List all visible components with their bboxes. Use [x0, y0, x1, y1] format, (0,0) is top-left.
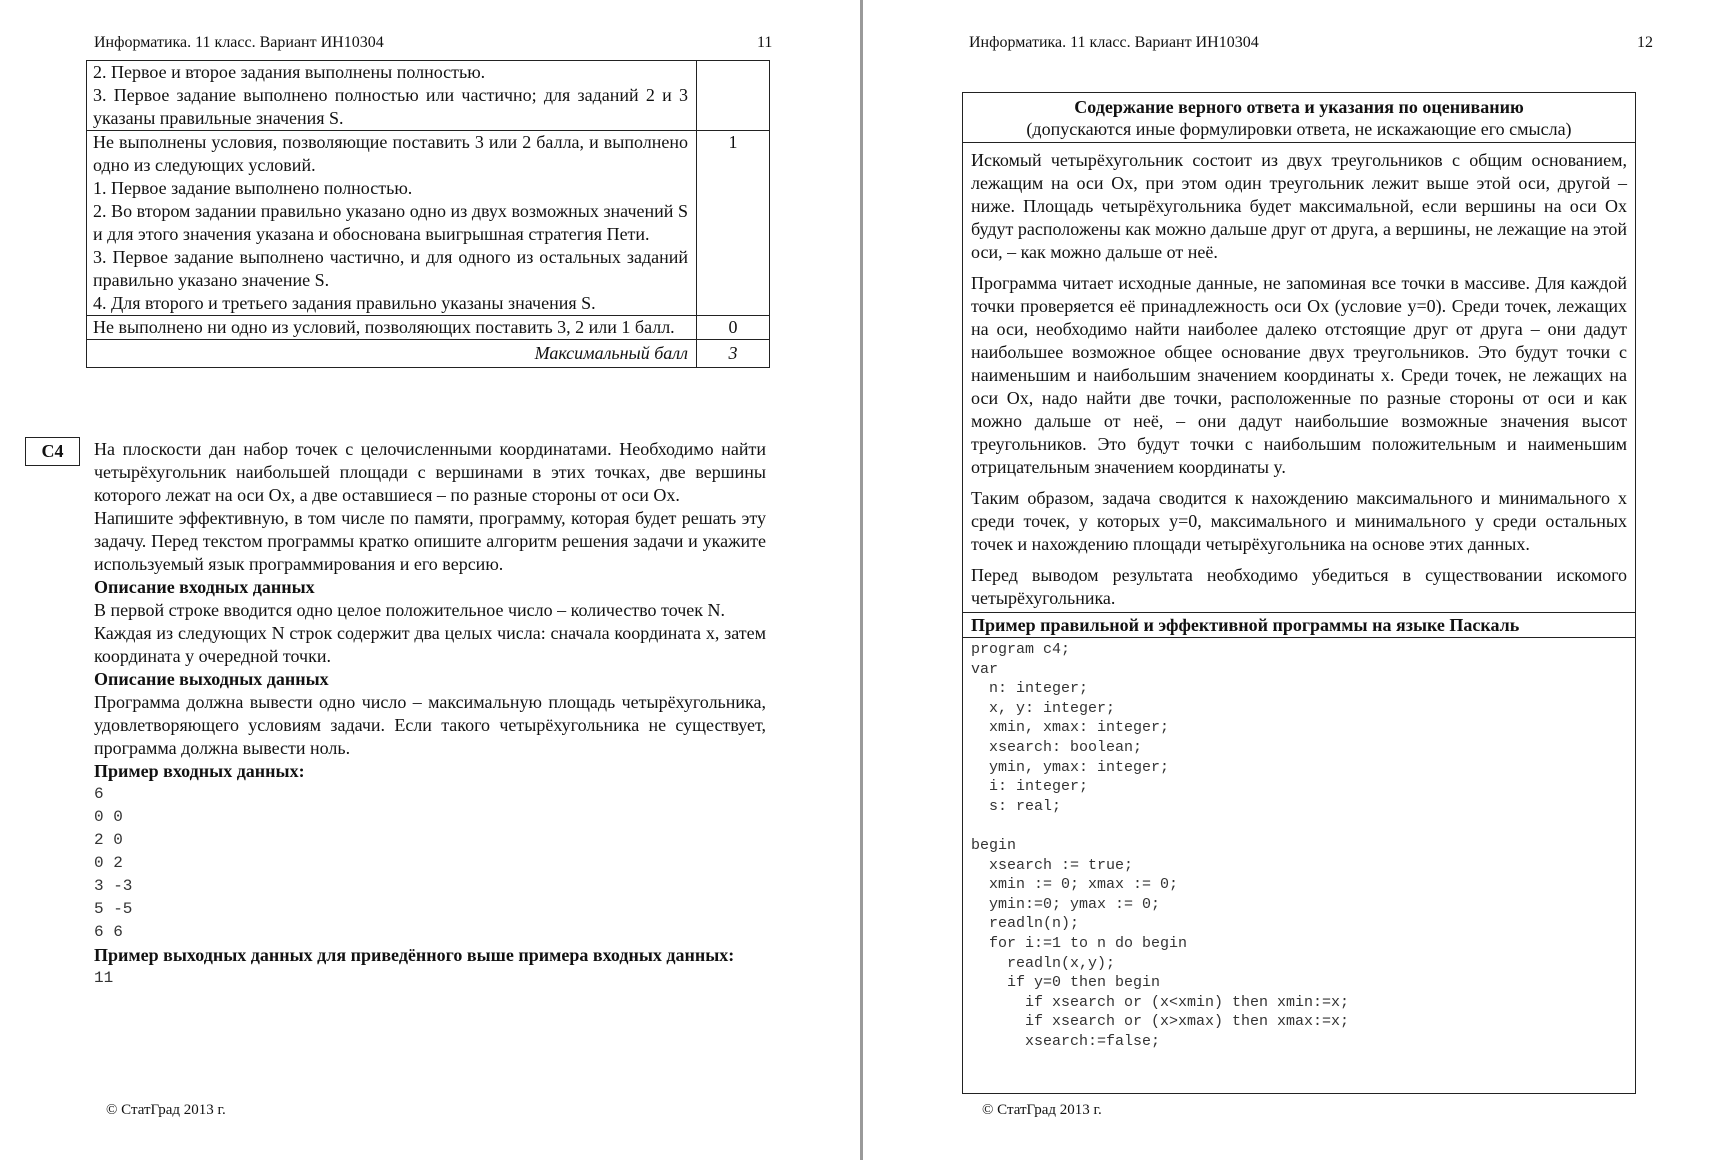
output-paragraph: Программа должна вывести одно число – максимальную площадь четырёхугольника, удовлетворяющего условиям задачи. Если такого четырёхугольника не существует, программа должна вывести ноль. [94, 692, 766, 758]
example-input-line: 6 6 [94, 923, 123, 941]
answer-text [963, 143, 1635, 610]
code-line: readln(x,y); [971, 954, 1116, 972]
code-line: if xsearch or (x<xmin) then xmin:=x; [971, 993, 1350, 1011]
task-label: C4 [25, 437, 80, 466]
code-line: program c4; [971, 641, 1071, 658]
task-body [94, 438, 766, 990]
criteria-row [87, 131, 770, 316]
code-line: if y=0 then begin [971, 974, 1161, 992]
task-paragraph: На плоскости дан набор точек с целочисленными координатами. Необходимо найти четырёхугольник наибольшей площади с вершинами в этих точках, две вершины которого лежат на оси Ox, а две оставшиеся – по разные стороны от оси Ox. [94, 439, 766, 505]
answer-paragraph: Искомый четырёхугольник состоит из двух треугольников с общим основанием, лежащим на оси Ox, при этом один треугольник лежит выше этой оси, другой – ниже. Площадь четырёхугольника будет максимальной, если вершины на оси Ox будут расположены как можно дальше друг от друга, а вершины, не лежащие на этой оси, – как можно дальше от неё. [971, 150, 1627, 262]
criteria-line: 2. Первое и второе задания выполнены полностью. [93, 62, 486, 82]
code-line: ymin, ymax: integer; [971, 758, 1170, 776]
example-input-line: 6 [94, 785, 104, 803]
max-score-value: 3 [697, 340, 770, 368]
code-block [963, 638, 1635, 1051]
criteria-table [86, 60, 770, 368]
code-line: i: integer; [971, 778, 1089, 796]
page-divider [860, 0, 863, 1160]
max-score-row [87, 340, 770, 368]
answer-paragraph: Таким образом, задача сводится к нахождению максимального и минимального x среди точек, у которых y=0, максимального и минимального y среди остальных точек и нахождению площади четырёхугольника на основе этих данных. [971, 488, 1627, 554]
criteria-line: 3. Первое задание выполнено частично, и для одного из остальных заданий правильно указано значение S. [93, 247, 688, 290]
criteria-score [697, 61, 770, 131]
code-line: readln(n); [971, 915, 1080, 933]
page-number: 12 [1637, 34, 1653, 51]
criteria-line: Не выполнены условия, позволяющие поставить 3 или 2 балла, и выполнено одно из следующих условий. [93, 132, 688, 175]
criteria-score: 1 [697, 131, 770, 316]
code-line: x, y: integer; [971, 699, 1116, 717]
answer-box [962, 92, 1636, 1094]
code-line: xsearch := true; [971, 856, 1134, 874]
example-input-heading: Пример входных данных: [94, 761, 305, 781]
criteria-line: 3. Первое задание выполнено полностью или частично; для заданий 2 и 3 указаны правильные значения S. [93, 85, 688, 128]
code-line: ymin:=0; ymax := 0; [971, 895, 1161, 913]
max-score-label: Максимальный балл [87, 340, 697, 368]
criteria-line: 4. Для второго и третьего задания правильно указаны значения S. [93, 293, 596, 313]
criteria-line: Не выполнено ни одно из условий, позволяющих поставить 3, 2 или 1 балл. [93, 317, 675, 337]
code-line [971, 816, 1627, 836]
criteria-line: 2. Во втором задании правильно указано одно из двух возможных значений S и для этого значения указана и обоснована выигрышная стратегия Пети. [93, 201, 688, 244]
criteria-score: 0 [697, 316, 770, 340]
page-header: Информатика. 11 класс. Вариант ИН10304 [969, 34, 1259, 51]
input-heading: Описание входных данных [94, 577, 315, 597]
answer-subtitle: (допускаются иные формулировки ответа, не искажающие его смысла) [1026, 119, 1572, 139]
code-line: begin [971, 836, 1017, 854]
page-number: 11 [757, 34, 773, 51]
criteria-text [87, 316, 697, 340]
criteria-row [87, 316, 770, 340]
code-line: s: real; [971, 797, 1062, 815]
example-input-line: 0 2 [94, 854, 123, 872]
criteria-line: 1. Первое задание выполнено полностью. [93, 178, 413, 198]
code-line: xmin := 0; xmax := 0; [971, 876, 1179, 894]
answer-paragraph: Программа читает исходные данные, не запоминая все точки в массиве. Для каждой точки проверяется её принадлежность оси Ox (условие y=0). Среди точек, лежащих на оси, необходимо найти наиболее далеко отстоящие друг от друга – они дадут наибольшее возможное общее основание двух треугольников. Это будут точки с наименьшим и наибольшим значением координаты x. Среди точек, не лежащих на оси Ox, надо найти две точки, расположенные по разные стороны от оси и как можно дальше от неё, – они дадут наибольшие возможные значения высот треугольников. Это будут точки с наибольшим положительным и наименьшим отрицательным значением координаты y. [971, 273, 1627, 477]
code-line: xsearch:=false; [971, 1032, 1161, 1050]
example-output-heading: Пример выходных данных для приведённого выше примера входных данных: [94, 945, 735, 965]
input-paragraph: В первой строке вводится одно целое положительное число – количество точек N. [94, 600, 726, 620]
example-input-line: 3 -3 [94, 877, 133, 895]
code-line: n: integer; [971, 680, 1089, 698]
output-heading: Описание выходных данных [94, 669, 329, 689]
example-output: 11 [94, 969, 114, 987]
example-input-line: 5 -5 [94, 900, 133, 918]
criteria-text [87, 61, 697, 131]
input-paragraph: Каждая из следующих N строк содержит два целых числа: сначала координата x, затем координата y очередной точки. [94, 623, 766, 666]
answer-title: Содержание верного ответа и указания по оцениванию [1074, 97, 1524, 117]
page-footer: © СтатГрад 2013 г. [106, 1102, 226, 1118]
task-paragraph: Напишите эффективную, в том числе по памяти, программу, которая будет решать эту задачу. Перед текстом программы кратко опишите алгоритм решения задачи и укажите используемый язык программирования и его версию. [94, 508, 766, 574]
example-input-line: 2 0 [94, 831, 123, 849]
code-line: xsearch: boolean; [971, 738, 1143, 756]
page-header: Информатика. 11 класс. Вариант ИН10304 [94, 34, 384, 51]
program-heading: Пример правильной и эффективной программы на языке Паскаль [963, 612, 1635, 638]
page-footer: © СтатГрад 2013 г. [982, 1102, 1102, 1118]
criteria-text [87, 131, 697, 316]
code-line: xmin, xmax: integer; [971, 719, 1170, 737]
answer-header [963, 93, 1635, 143]
answer-paragraph: Перед выводом результата необходимо убедиться в существовании искомого четырёхугольника. [971, 565, 1627, 608]
criteria-row [87, 61, 770, 131]
code-line: if xsearch or (x>xmax) then xmax:=x; [971, 1013, 1350, 1031]
code-line: var [971, 660, 999, 678]
example-input-line: 0 0 [94, 808, 123, 826]
code-line: for i:=1 to n do begin [971, 934, 1188, 952]
